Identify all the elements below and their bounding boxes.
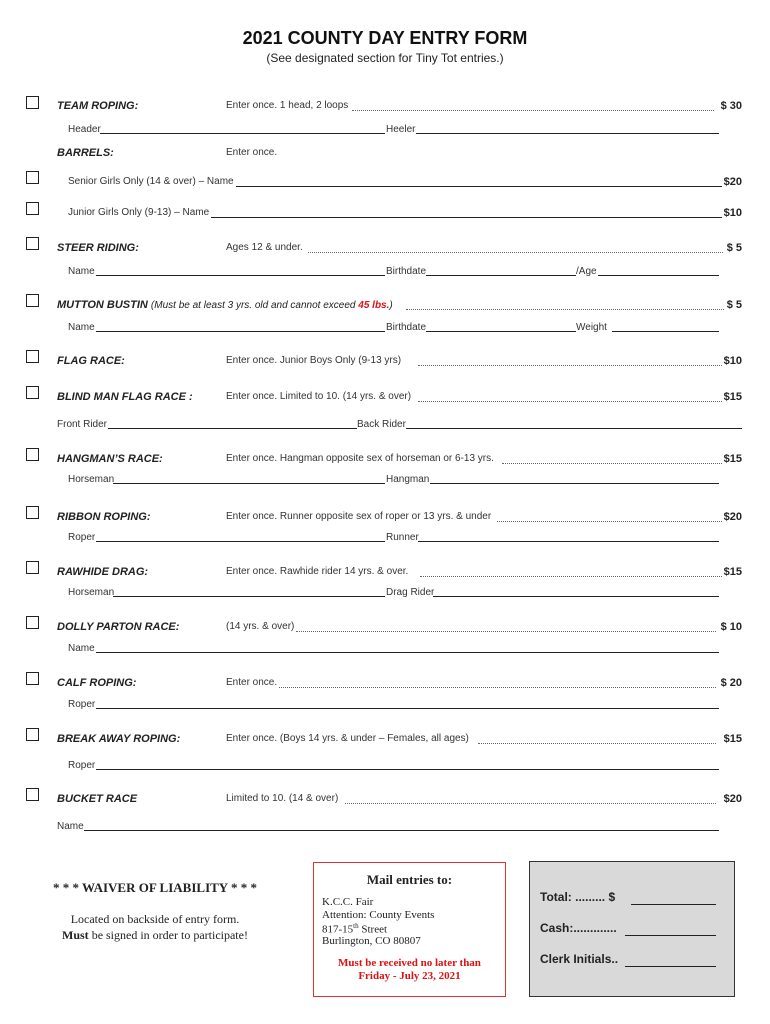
heeler-field[interactable] <box>416 133 719 134</box>
header-field-label: Header <box>68 124 101 135</box>
horseman-field[interactable] <box>113 596 385 597</box>
back-rider-label: Back Rider <box>357 419 406 430</box>
rawhide-drag-checkbox[interactable] <box>26 561 39 574</box>
junior-girls-checkbox[interactable] <box>26 202 39 215</box>
barrels-label: BARRELS: <box>57 147 114 159</box>
waiver-must: Must <box>62 928 89 942</box>
calf-roping-price: $ 20 <box>720 677 742 689</box>
rawhide-drag-desc: Enter once. Rawhide rider 14 yrs. & over. <box>226 566 409 577</box>
deadline-line-1: Must be received no later than <box>338 957 481 969</box>
blind-man-price: $15 <box>723 391 742 403</box>
weight-limit: 45 lbs. <box>358 300 390 311</box>
leader-dots <box>296 631 716 632</box>
name-field-label: Name <box>68 322 95 333</box>
waiver-rest: be signed in order to participate! <box>88 928 248 942</box>
roper-field[interactable] <box>96 541 385 542</box>
senior-girls-price: $20 <box>723 176 742 188</box>
total-label: Total: ......... $ <box>540 890 616 904</box>
leader-dots <box>478 743 716 744</box>
dolly-parton-desc: (14 yrs. & over) <box>226 621 295 632</box>
bucket-race-desc: Limited to 10. (14 & over) <box>226 793 339 804</box>
flag-race-desc: Enter once. Junior Boys Only (9-13 yrs) <box>226 355 402 366</box>
street-suffix: th <box>353 922 359 930</box>
leader-dots <box>418 401 722 402</box>
name-field[interactable] <box>96 331 385 332</box>
blind-man-desc: Enter once. Limited to 10. (14 yrs. & over) <box>226 391 412 402</box>
rawhide-drag-label: RAWHIDE DRAG: <box>57 566 149 578</box>
hangman-desc: Enter once. Hangman opposite sex of horseman or 6-13 yrs. <box>226 453 494 464</box>
page-subtitle: (See designated section for Tiny Tot entries.) <box>266 51 504 65</box>
back-rider-field[interactable] <box>406 428 742 429</box>
dolly-parton-label: DOLLY PARTON RACE: <box>57 621 180 633</box>
birthdate-field-label: Birthdate <box>386 322 427 333</box>
header-field[interactable] <box>100 133 385 134</box>
birthdate-field[interactable] <box>426 331 576 332</box>
name-field-label: Name <box>57 821 84 832</box>
runner-field[interactable] <box>418 541 719 542</box>
page-title: 2021 COUNTY DAY ENTRY FORM <box>242 28 528 48</box>
senior-girls-name-field[interactable] <box>236 186 722 187</box>
roper-field-label: Roper <box>68 760 96 771</box>
waiver-line-2 <box>30 928 280 943</box>
leader-dots <box>345 803 716 804</box>
hangman-field[interactable] <box>430 483 719 484</box>
street-number: 817-15 <box>322 923 354 936</box>
leader-dots <box>420 576 722 577</box>
steer-riding-price: $ 5 <box>726 242 742 254</box>
calf-roping-desc: Enter once. <box>226 677 278 688</box>
bucket-race-label: BUCKET RACE <box>57 793 138 805</box>
senior-girls-checkbox[interactable] <box>26 171 39 184</box>
weight-field-label: Weight <box>576 322 607 333</box>
roper-field-label: Roper <box>68 532 96 543</box>
leader-dots <box>406 309 724 310</box>
hangman-checkbox[interactable] <box>26 448 39 461</box>
roper-field[interactable] <box>96 708 719 709</box>
roper-field[interactable] <box>96 769 719 770</box>
team-roping-desc: Enter once. 1 head, 2 loops <box>226 100 349 111</box>
bucket-race-checkbox[interactable] <box>26 788 39 801</box>
cash-field[interactable] <box>625 935 716 936</box>
junior-girls-name-field[interactable] <box>211 217 722 218</box>
calf-roping-label: CALF ROPING: <box>57 677 137 689</box>
leader-dots <box>497 521 722 522</box>
flag-race-checkbox[interactable] <box>26 350 39 363</box>
leader-dots <box>352 110 714 111</box>
waiver-title: * * * WAIVER OF LIABILITY * * * <box>53 880 257 895</box>
name-field-label: Name <box>68 643 95 654</box>
mutton-bustin-label <box>57 299 393 311</box>
steer-riding-desc: Ages 12 & under. <box>226 242 303 253</box>
hangman-price: $15 <box>723 453 742 465</box>
team-roping-price: $ 30 <box>720 100 742 112</box>
mutton-bustin-note <box>151 300 393 311</box>
calf-roping-checkbox[interactable] <box>26 672 39 685</box>
cash-label: Cash:............. <box>540 921 617 935</box>
clerk-initials-field[interactable] <box>625 966 716 967</box>
senior-girls-label: Senior Girls Only (14 & over) – Name <box>68 176 234 187</box>
leader-dots <box>308 252 723 253</box>
ribbon-roping-price: $20 <box>723 511 742 523</box>
birthdate-field[interactable] <box>426 275 576 276</box>
team-roping-checkbox[interactable] <box>26 96 39 109</box>
weight-field[interactable] <box>612 331 719 332</box>
runner-field-label: Runner <box>386 532 419 543</box>
name-field[interactable] <box>96 652 719 653</box>
rawhide-drag-price: $15 <box>723 566 742 578</box>
leader-dots <box>279 687 716 688</box>
mail-line-4: Burlington, CO 80807 <box>322 935 421 947</box>
drag-rider-field-label: Drag Rider <box>386 587 435 598</box>
junior-girls-label: Junior Girls Only (9-13) – Name <box>68 207 210 218</box>
break-away-desc: Enter once. (Boys 14 yrs. & under – Females, all ages) <box>226 733 469 744</box>
break-away-checkbox[interactable] <box>26 728 39 741</box>
mail-line-3 <box>322 922 387 936</box>
mutton-bustin-price: $ 5 <box>726 299 742 311</box>
age-field-label: /Age <box>576 266 597 277</box>
ribbon-roping-desc: Enter once. Runner opposite sex of roper or 13 yrs. & under <box>226 511 492 522</box>
age-field[interactable] <box>598 275 719 276</box>
mail-title: Mail entries to: <box>366 872 453 887</box>
drag-rider-field[interactable] <box>433 596 719 597</box>
heeler-field-label: Heeler <box>386 124 416 135</box>
ribbon-roping-label: RIBBON ROPING: <box>57 511 151 523</box>
name-field-label: Name <box>68 266 95 277</box>
leader-dots <box>502 463 722 464</box>
mutton-note-post: ) <box>389 300 393 311</box>
team-roping-label: TEAM ROPING: <box>57 100 139 112</box>
name-field[interactable] <box>96 275 385 276</box>
blind-man-label: BLIND MAN FLAG RACE : <box>57 391 193 403</box>
front-rider-label: Front Rider <box>57 419 108 430</box>
bucket-race-price: $20 <box>723 793 742 805</box>
dolly-parton-checkbox[interactable] <box>26 616 39 629</box>
break-away-label: BREAK AWAY ROPING: <box>57 733 181 745</box>
horseman-field-label: Horseman <box>68 474 115 485</box>
name-field[interactable] <box>84 830 719 831</box>
junior-girls-price: $10 <box>723 207 742 219</box>
mutton-bustin-checkbox[interactable] <box>26 294 39 307</box>
deadline-line-2: Friday - July 23, 2021 <box>358 970 461 982</box>
clerk-initials-label: Clerk Initials.. <box>540 952 619 966</box>
hangman-label: HANGMAN’S RACE: <box>57 453 163 465</box>
flag-race-price: $10 <box>723 355 742 367</box>
birthdate-field-label: Birthdate <box>386 266 427 277</box>
steer-riding-label: STEER RIDING: <box>57 242 139 254</box>
break-away-price: $15 <box>723 733 742 745</box>
blind-man-checkbox[interactable] <box>26 386 39 399</box>
mutton-note-pre: (Must be at least 3 yrs. old and cannot exceed <box>150 300 359 311</box>
street-word: Street <box>358 923 388 936</box>
horseman-field[interactable] <box>113 483 385 484</box>
waiver-line-1: Located on backside of entry form. <box>70 912 240 926</box>
hangman-field-label: Hangman <box>386 474 430 485</box>
ribbon-roping-checkbox[interactable] <box>26 506 39 519</box>
mail-line-1: K.C.C. Fair <box>322 896 374 908</box>
mutton-bustin-title: MUTTON BUSTIN <box>57 299 148 311</box>
barrels-desc: Enter once. <box>226 147 278 158</box>
dolly-parton-price: $ 10 <box>720 621 742 633</box>
leader-dots <box>418 365 722 366</box>
horseman-field-label: Horseman <box>68 587 115 598</box>
steer-riding-checkbox[interactable] <box>26 237 39 250</box>
front-rider-field[interactable] <box>108 428 357 429</box>
total-field[interactable] <box>631 904 716 905</box>
mail-line-2: Attention: County Events <box>322 909 435 921</box>
roper-field-label: Roper <box>68 699 96 710</box>
flag-race-label: FLAG RACE: <box>57 355 125 367</box>
